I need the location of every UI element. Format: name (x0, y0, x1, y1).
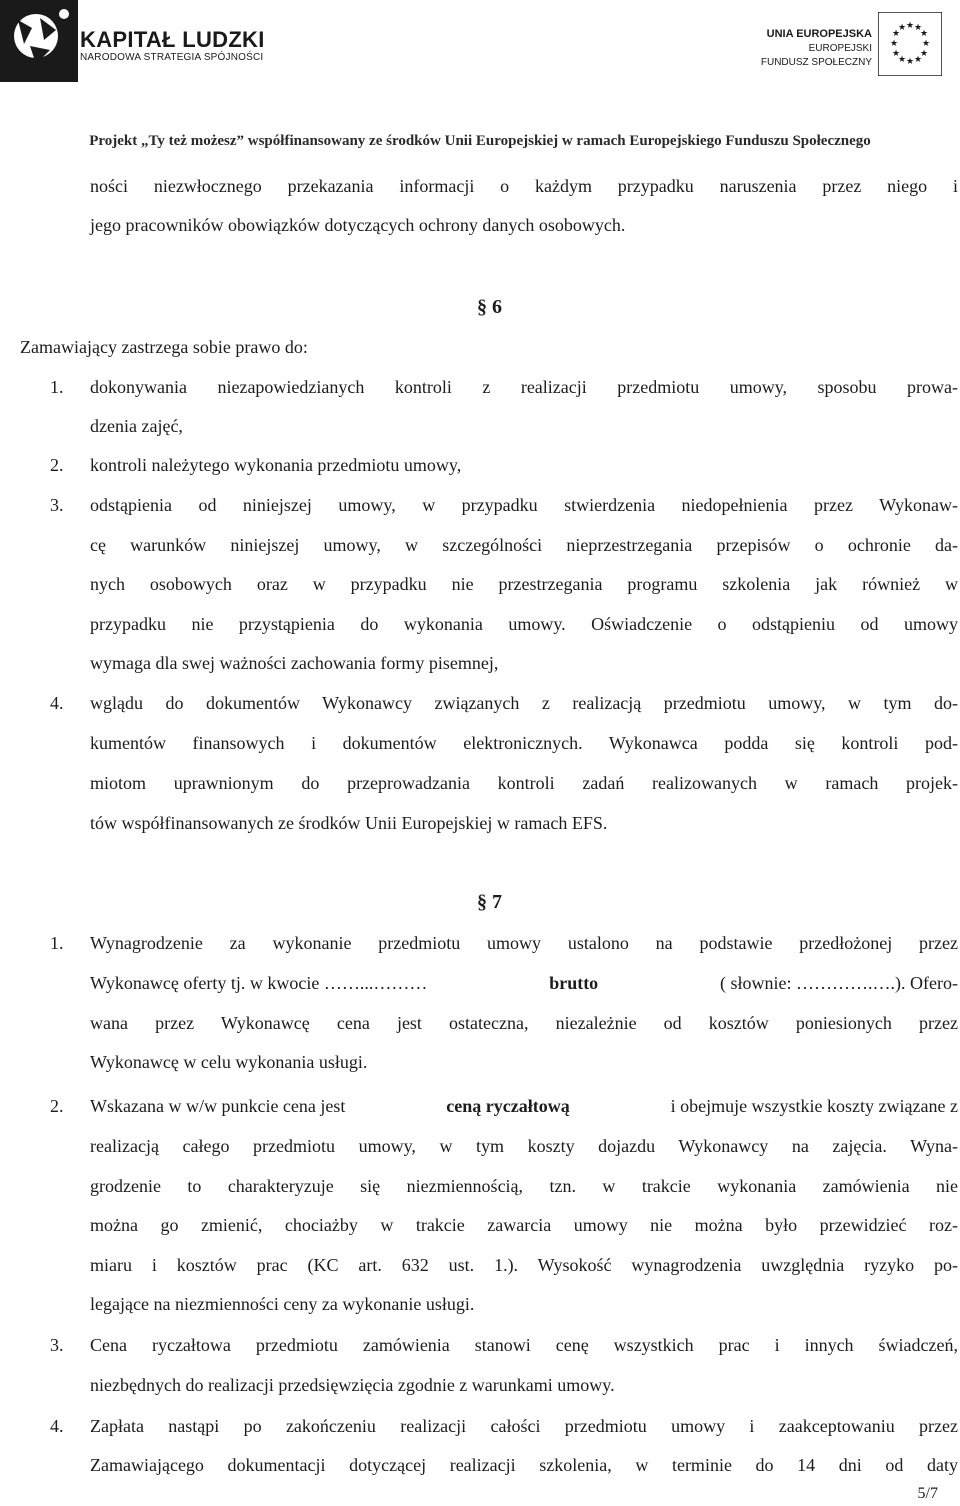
list-item-line: wglądu do dokumentów Wykonawcy związanych z realizacją przedmiotu umowy, w tym do- (90, 693, 958, 713)
list-item-line: realizacją całego przedmiotu umowy, w tym koszty dojazdu Wykonawcy na zajęcia. Wyna- (90, 1136, 958, 1156)
kapital-ludzki-wordmark (80, 28, 265, 63)
item-number: 4. (50, 1416, 64, 1436)
section-6-heading: § 6 (477, 296, 502, 318)
svg-text:★: ★ (905, 21, 915, 31)
svg-text:★: ★ (921, 39, 931, 49)
eu-line-2: EUROPEJSKI (808, 43, 872, 54)
item-number: 3. (50, 1335, 64, 1355)
logo-title: KAPITAŁ LUDZKI (80, 27, 265, 52)
item-number: 2. (50, 455, 64, 475)
list-item-line: przypadku nie przystąpienia do wykonania umowy. Oświadczenie o odstąpieniu od umowy (90, 614, 958, 634)
list-item-line: miaru i kosztów prac (KC art. 632 ust. 1.). Wysokość wynagrodzenia uwzględnia ryzyko po- (90, 1255, 958, 1275)
list-item-line-composite (90, 1096, 958, 1116)
intro-line-1: ności niezwłocznego przekazania informacji o każdym przypadku naruszenia przez niego i (90, 176, 958, 196)
list-item-line: dokonywania niezapowiedzianych kontroli z realizacji przedmiotu umowy, sposobu prowa- (90, 377, 958, 397)
list-item-line: Zapłata nastąpi po zakończeniu realizacji całości przedmiotu umowy i zaakceptowaniu przez (90, 1416, 958, 1436)
item-number: 3. (50, 495, 64, 515)
item-number: 1. (50, 933, 64, 953)
svg-text:★: ★ (913, 23, 923, 33)
list-item-line: legające na niezmienności ceny za wykonanie usługi. (90, 1294, 475, 1314)
svg-text:★: ★ (897, 55, 907, 65)
svg-text:★: ★ (919, 49, 929, 59)
list-item-line-composite (90, 973, 958, 993)
section-7-heading: § 7 (477, 891, 502, 913)
item-number: 4. (50, 693, 64, 713)
eu-wordmark (761, 28, 872, 68)
eu-line-3: FUNDUSZ SPOŁECZNY (760, 57, 872, 68)
list-item-line: kontroli należytego wykonania przedmiotu umowy, (90, 455, 462, 475)
intro-line-2: jego pracowników obowiązków dotyczących ochrony danych osobowych. (90, 215, 626, 235)
text-fragment: Wykonawcę oferty tj. w kwocie ……...……… (90, 973, 428, 993)
svg-text:★: ★ (889, 39, 899, 49)
list-item-line: grodzenie to charakteryzuje się niezmiennością, tzn. w trakcie wykonania zamówienia nie (90, 1176, 958, 1196)
list-item-line: nych osobowych oraz w przypadku nie przestrzegania programu szkolenia jak również w (90, 574, 958, 594)
list-item-line: można go zmienić, chociażby w trakcie zawarcia umowy nie można było przewidzieć roz- (90, 1215, 958, 1235)
list-item-line: Wynagrodzenie za wykonanie przedmiotu umowy ustalono na podstawie przedłożonej przez (90, 933, 958, 953)
list-item-line: cę warunków niniejszej umowy, w szczególności nieprzestrzegania przepisów o ochronie da- (90, 535, 958, 555)
svg-text:★: ★ (891, 49, 901, 59)
svg-text:★: ★ (919, 29, 929, 39)
bold-term: ceną ryczałtową (446, 1096, 570, 1116)
list-item-line: kumentów finansowych i dokumentów elektronicznych. Wykonawca podda się kontroli pod- (90, 733, 958, 753)
bold-term: brutto (549, 973, 599, 993)
item-number: 1. (50, 377, 64, 397)
list-item-line: wymaga dla swej ważności zachowania formy pisemnej, (90, 653, 499, 673)
list-item-line: tów współfinansowanych ze środków Unii Europejskiej w ramach EFS. (90, 813, 608, 833)
project-line: Projekt „Ty też możesz” współfinansowany ze środków Unii Europejskiej w ramach Europejskiego Funduszu Społecznego (89, 133, 871, 149)
list-item-line: niezbędnych do realizacji przedsięwzięcia zgodnie z warunkami umowy. (90, 1375, 615, 1395)
svg-text:★: ★ (891, 29, 901, 39)
logo-subtitle: NARODOWA STRATEGIA SPÓJNOŚCI (80, 52, 264, 63)
list-item-line: wana przez Wykonawcę cena jest ostateczna, niezależnie od kosztów poniesionych przez (90, 1013, 958, 1033)
page-number: 5/7 (917, 1485, 938, 1502)
text-fragment: ( słownie: ………….….). Ofero- (720, 973, 958, 993)
eu-line-1: UNIA EUROPEJSKA (766, 28, 872, 40)
list-item-line: dzenia zajęć, (90, 416, 183, 436)
section-6-lead: Zamawiający zastrzega sobie prawo do: (20, 337, 308, 357)
kapital-ludzki-logo (0, 0, 78, 82)
text-fragment: i obejmuje wszystkie koszty związane z (670, 1096, 958, 1116)
text-fragment: Wskazana w w/w punkcie cena jest (90, 1096, 346, 1116)
list-item-line: Wykonawcę w celu wykonania usługi. (90, 1052, 368, 1072)
svg-text:★: ★ (913, 55, 923, 65)
item-number: 2. (50, 1096, 64, 1116)
svg-text:★: ★ (905, 57, 915, 67)
eu-stars-icon (878, 12, 942, 76)
list-item-line: odstąpienia od niniejszej umowy, w przypadku stwierdzenia niedopełnienia przez Wykonaw- (90, 495, 958, 515)
page-header (0, 0, 960, 149)
list-item-line: miotom uprawnionym do przeprowadzania kontroli zadań realizowanych w ramach projek- (90, 773, 958, 793)
list-item-line: Zamawiającego dokumentacji dotyczącej realizacji szkolenia, w terminie do 14 dni od daty (90, 1455, 958, 1475)
svg-text:★: ★ (897, 23, 907, 33)
list-item-line: Cena ryczałtowa przedmiotu zamówienia stanowi cenę wszystkich prac i innych świadczeń, (90, 1335, 958, 1355)
